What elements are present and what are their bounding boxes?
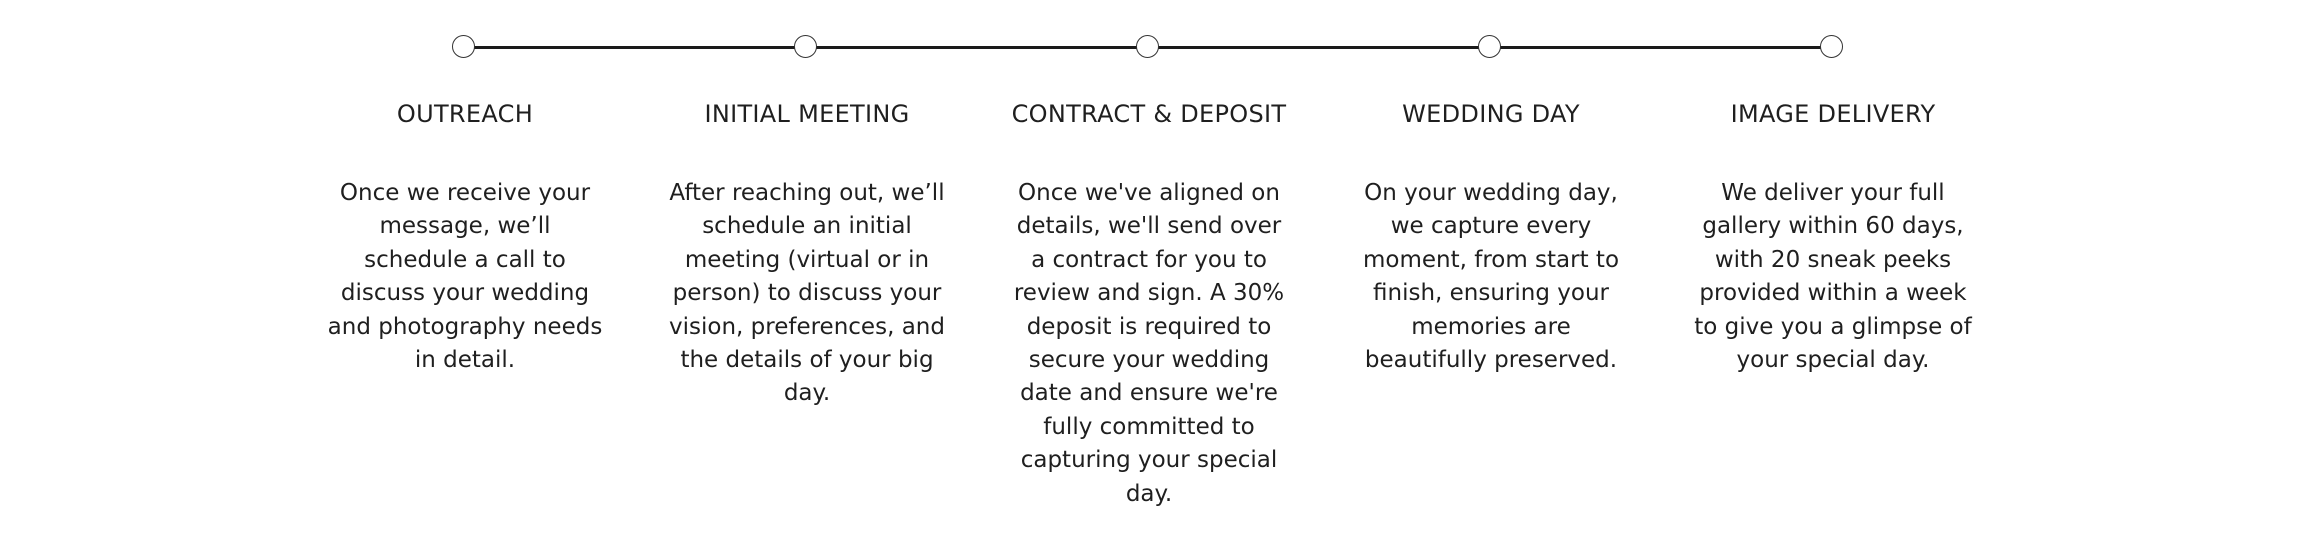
timeline-node-circle-icon	[1820, 35, 1843, 58]
step-title: WEDDING DAY	[1402, 100, 1580, 128]
step-description: After reaching out, we’ll schedule an initial meeting (virtual or in person) to discuss your vision, preferences, and the details of your big day.	[669, 180, 945, 407]
step-description: Once we receive your message, we’ll schedule a call to discuss your wedding and photography needs in detail.	[327, 180, 603, 374]
step-description: Once we've aligned on details, we'll send over a contract for you to review and sign. A 30% deposit is required to secure your wedding date and ensure we're fully committed to capturing your special day.	[1013, 180, 1285, 507]
step-title: INITIAL MEETING	[704, 100, 910, 128]
step-title: OUTREACH	[396, 100, 534, 128]
step-title: CONTRACT & DEPOSIT	[1011, 100, 1287, 128]
step-title: IMAGE DELIVERY	[1730, 100, 1936, 128]
timeline-node-circle-icon	[794, 35, 817, 58]
timeline-node-circle-icon	[1478, 35, 1501, 58]
timeline-node-circle-icon	[1136, 35, 1159, 58]
step-description: On your wedding day, we capture every moment, from start to finish, ensuring your memories are beautifully preserved.	[1362, 180, 1620, 374]
timeline-node-circle-icon	[452, 35, 475, 58]
step-description: We deliver your full gallery within 60 days, with 20 sneak peeks provided within a week to give you a glimpse of your special day.	[1694, 180, 1972, 374]
